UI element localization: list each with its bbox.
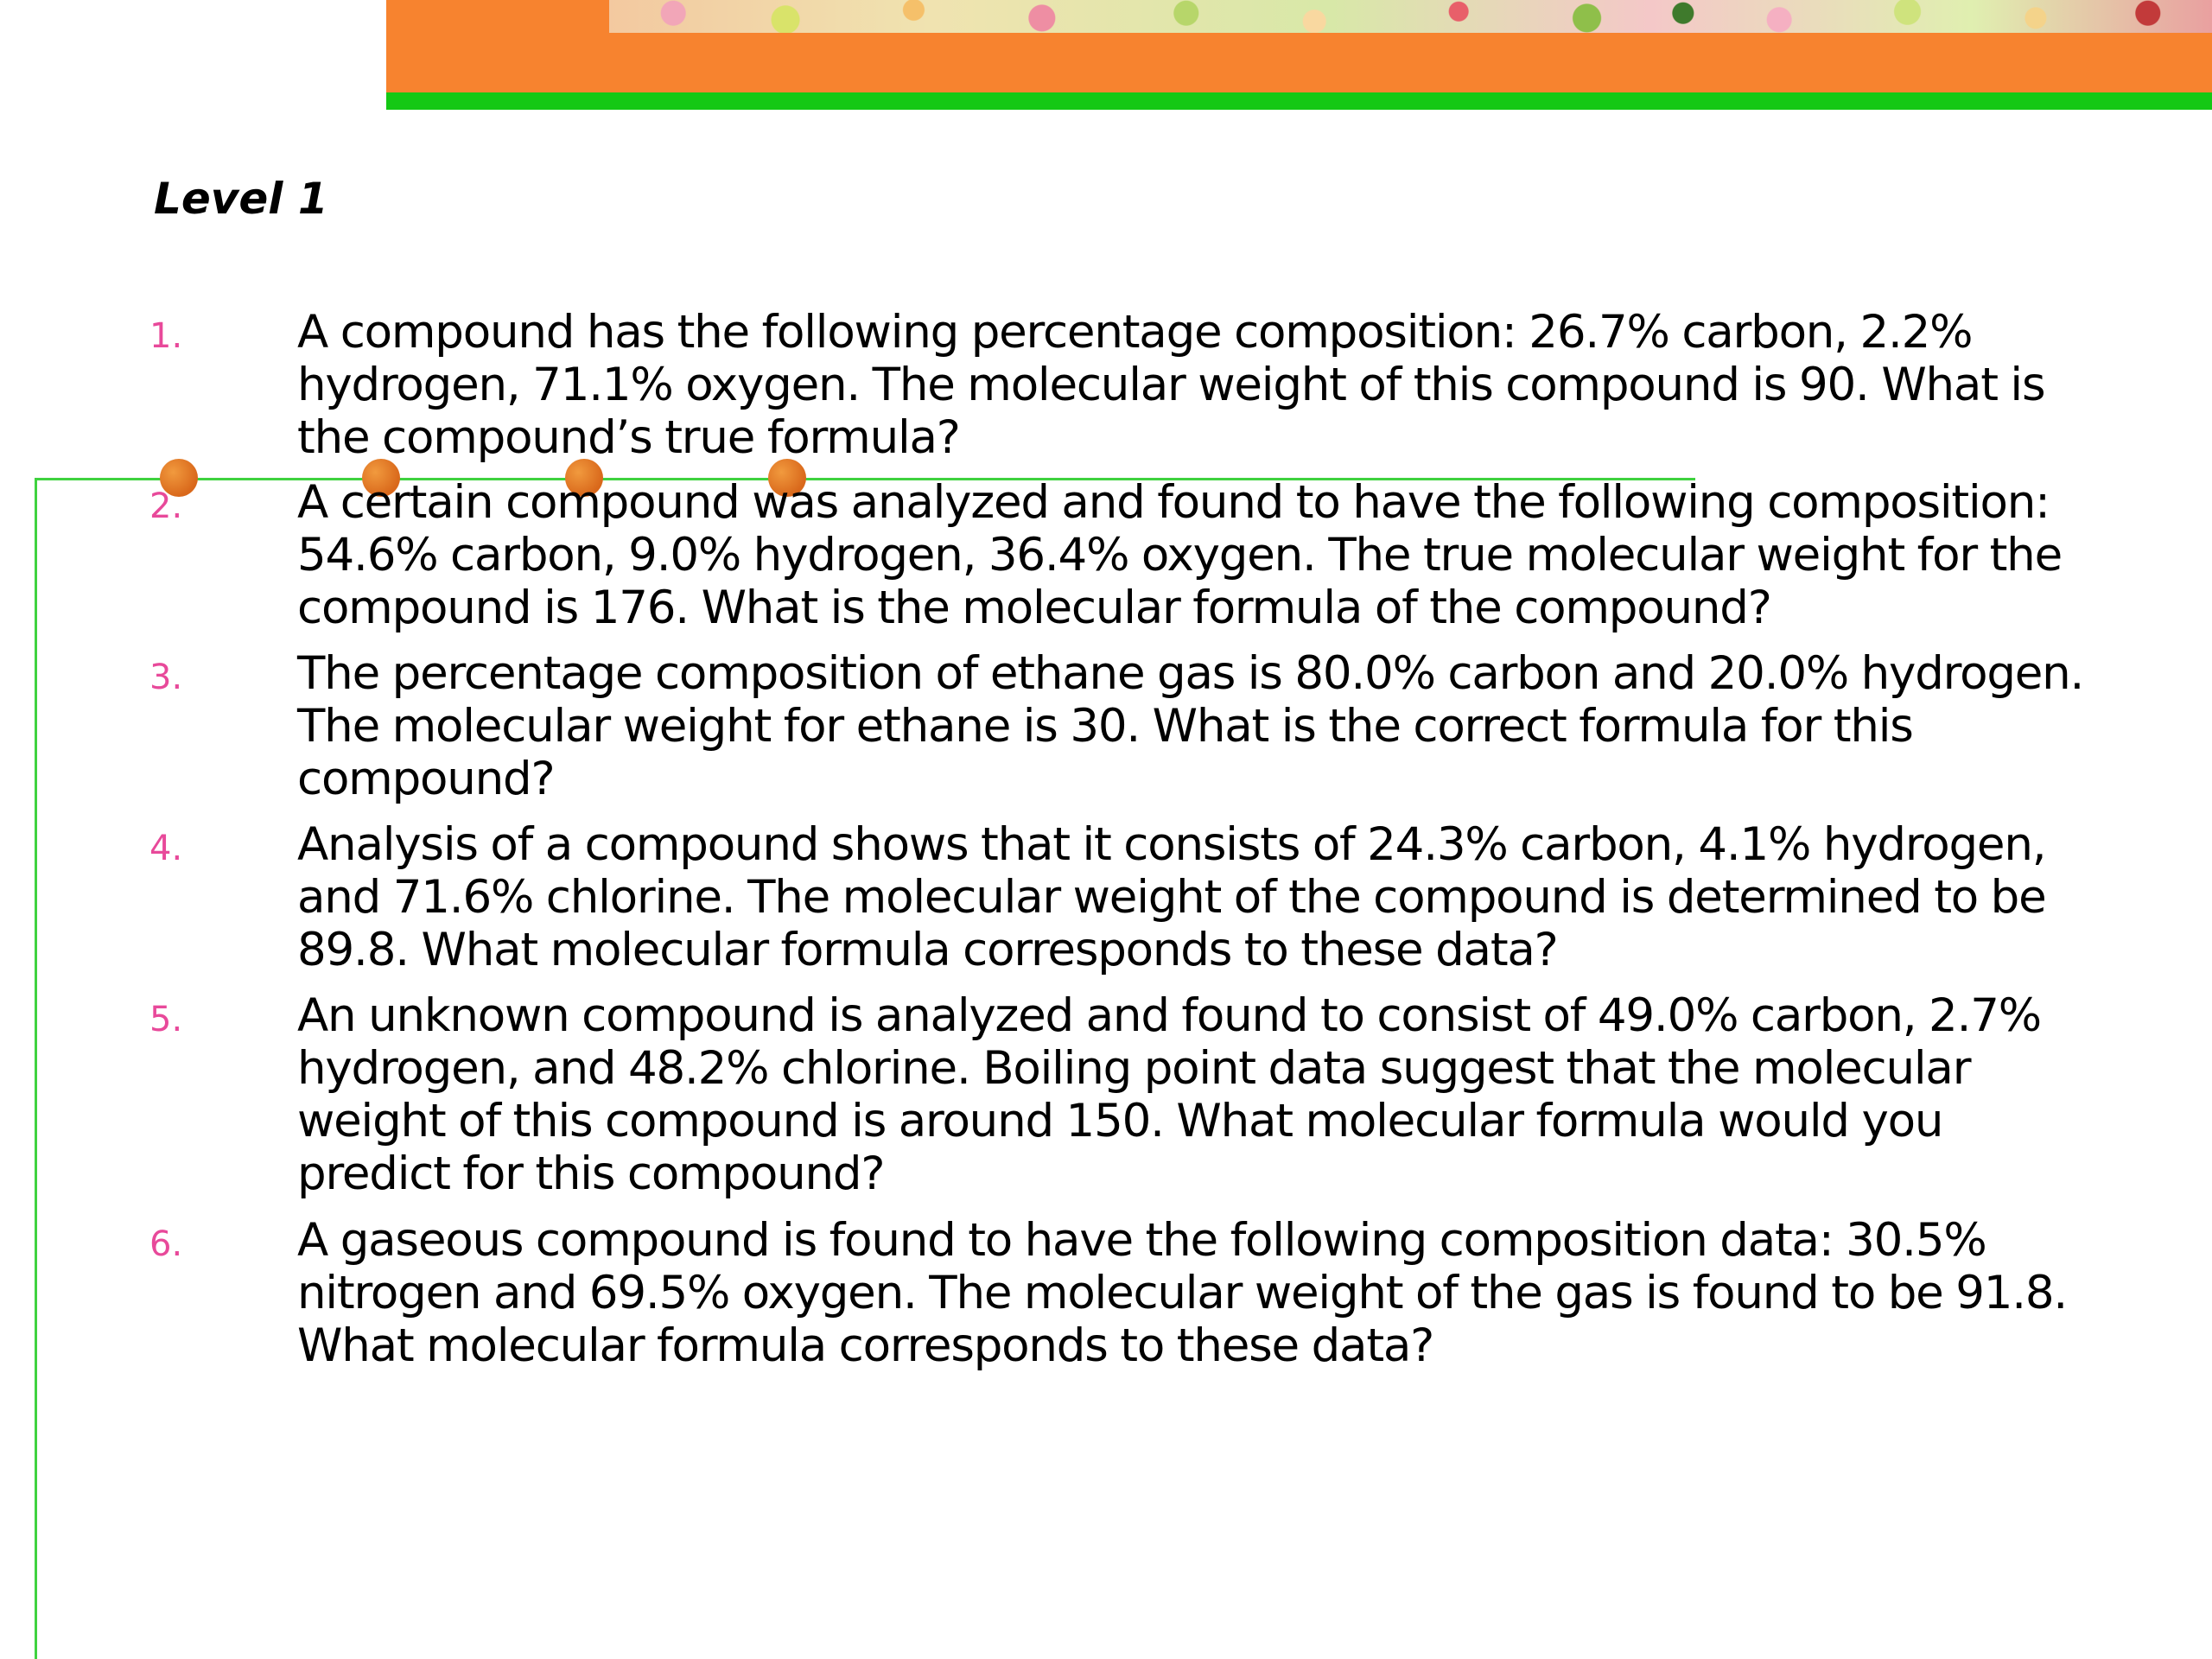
question-line: The percentage composition of ethane gas is 80.0% carbon and 20.0% hydrogen. xyxy=(297,647,2084,700)
question-line: the compound’s true formula? xyxy=(297,411,960,464)
question-number: 4. xyxy=(149,829,183,868)
question-text xyxy=(297,1214,2112,1372)
question-line: hydrogen, 71.1% oxygen. The molecular weight of this compound is 90. What is xyxy=(297,359,2045,411)
page-title: Level 1 xyxy=(154,174,328,224)
question-line: compound is 176. What is the molecular formula of the compound? xyxy=(297,582,1771,634)
question-line: 89.8. What molecular formula corresponds to these data? xyxy=(297,924,1558,976)
question-number: 1. xyxy=(149,316,183,356)
question-line: A gaseous compound is found to have the following composition data: 30.5% xyxy=(297,1214,1986,1267)
question-line: Analysis of a compound shows that it consists of 24.3% carbon, 4.1% hydrogen, xyxy=(297,818,2046,871)
question-line: The molecular weight for ethane is 30. What is the correct formula for this xyxy=(297,700,1913,753)
question-line: An unknown compound is analyzed and found to consist of 49.0% carbon, 2.7% xyxy=(297,989,2041,1042)
question-text xyxy=(297,989,2112,1200)
question-line: predict for this compound? xyxy=(297,1147,885,1200)
question-number: 6. xyxy=(149,1224,183,1264)
question-number: 2. xyxy=(149,486,183,526)
question-line: 54.6% carbon, 9.0% hydrogen, 36.4% oxygen. The true molecular weight for the xyxy=(297,529,2062,582)
question-line: weight of this compound is around 150. What molecular formula would you xyxy=(297,1095,1943,1147)
question-line: compound? xyxy=(297,753,555,805)
question-text xyxy=(297,476,2112,634)
question-text xyxy=(297,818,2112,976)
question-text xyxy=(297,647,2112,805)
question-line: nitrogen and 69.5% oxygen. The molecular weight of the gas is found to be 91.8. xyxy=(297,1267,2068,1319)
question-text xyxy=(297,306,2112,464)
question-line: What molecular formula corresponds to these data? xyxy=(297,1319,1434,1372)
question-line: A compound has the following percentage composition: 26.7% carbon, 2.2% xyxy=(297,306,1973,359)
question-number: 3. xyxy=(149,658,183,697)
question-line: and 71.6% chlorine. The molecular weight of the compound is determined to be xyxy=(297,871,2046,924)
question-line: hydrogen, and 48.2% chlorine. Boiling point data suggest that the molecular xyxy=(297,1042,1971,1095)
question-number: 5. xyxy=(149,1000,183,1039)
question-line: A certain compound was analyzed and found to have the following composition: xyxy=(297,476,2050,529)
